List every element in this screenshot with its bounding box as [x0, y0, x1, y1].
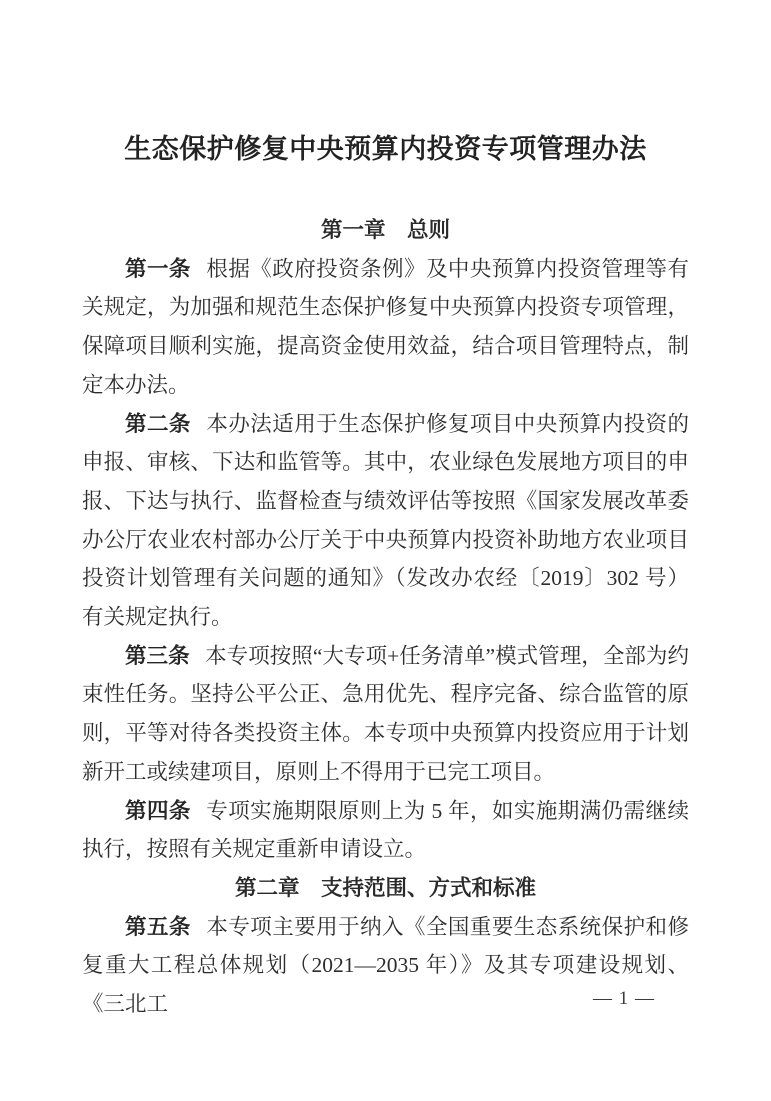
article-5-text: 本专项主要用于纳入《全国重要生态系统保护和修复重大工程总体规划（2021—2035 年）》及其专项建设规划、《三北工	[82, 914, 689, 1017]
article-2-text: 本办法适用于生态保护修复项目中央预算内投资的申报、审核、下达和监管等。其中，农业绿色发展地方项目的申报、下达与执行、监督检查与绩效评估等按照《国家发展改革委办公厅农业农村部办公厅关于中央预算内投资补助地方农业项目投资计划管理有关问题的通知》（发改办农经〔2019〕302 号）有关规定执行。	[82, 411, 689, 630]
article-5-label: 第五条	[125, 914, 191, 939]
chapter-2-heading: 第二章 支持范围、方式和标准	[234, 875, 536, 900]
article-1-label: 第一条	[125, 256, 191, 281]
page-number: — 1 —	[593, 988, 655, 1009]
article-4-label: 第四条	[125, 798, 191, 823]
article-1-text: 根据《政府投资条例》及中央预算内投资管理等有关规定，为加强和规范生态保护修复中央预算内投资专项管理，保障项目顺利实施，提高资金使用效益，结合项目管理特点，制定本办法。	[82, 256, 689, 397]
chapter-1-heading: 第一章 总则	[320, 218, 450, 242]
article-2-paragraph	[82, 405, 689, 637]
article-3-paragraph	[82, 637, 689, 792]
document-content	[82, 0, 689, 1024]
article-3-label: 第三条	[125, 643, 190, 668]
article-4-text: 专项实施期限原则上为 5 年，如实施期满仍需继续执行，按照有关规定重新申请设立。	[82, 798, 689, 862]
document-title: 生态保护修复中央预算内投资专项管理办法	[124, 134, 647, 164]
article-1-paragraph	[82, 250, 689, 405]
article-4-paragraph	[82, 792, 689, 869]
article-3-text: 本专项按照“大专项+任务清单”模式管理，全部为约束性任务。坚持公平公正、急用优先、程序完备、综合监管的原则，平等对待各类投资主体。本专项中央预算内投资应用于计划新开工或续建项目，原则上不得用于已完工项目。	[82, 643, 689, 784]
article-2-label: 第二条	[125, 411, 191, 436]
